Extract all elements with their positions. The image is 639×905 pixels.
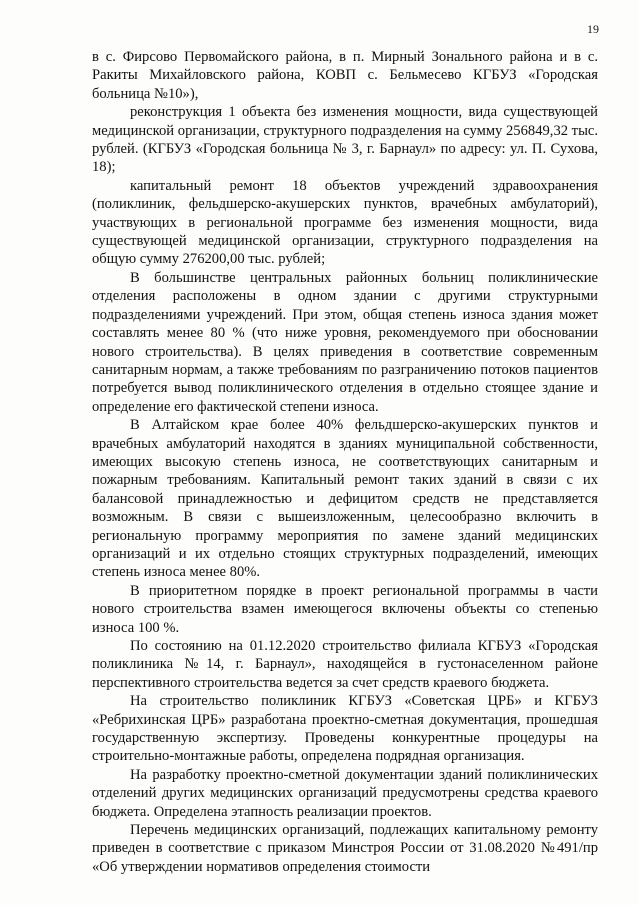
- body-text: [92, 48, 598, 876]
- paragraph-3: капитальный ремонт 18 объектов учреждений здравоохранения (поликлиник, фельдшерско-акушерских пунктов, врачебных амбулаторий), участвующих в региональной программе без изменения мощности, вида существующей медицинской организации, структурного подразделения на общую сумму 276200,00 тыс. рублей;: [92, 177, 598, 268]
- paragraph-9: На разработку проектно-сметной документации зданий поликлинических отделений других медицинских организаций предусмотрены средства краевого бюджета. Определена этапность реализации проектов.: [92, 766, 598, 820]
- paragraph-10: Перечень медицинских организаций, подлежащих капитальному ремонту приведен в соответствие с приказом Минстроя России от 31.08.2020 №491/пр «Об утверждении нормативов определения стоимости: [92, 822, 598, 875]
- paragraph-7: По состоянию на 01.12.2020 строительство филиала КГБУЗ «Городская поликлиника №14, г. Барнаул», находящейся в густонаселенном районе перспективного строительства ведется за счет средств краевого бюджета.: [92, 638, 598, 691]
- paragraph-8: На строительство поликлиник КГБУЗ «Советская ЦРБ» и КГБУЗ «Ребрихинская ЦРБ» разработана проектно-сметная документация, прошедшая государственную экспертизу. Проведены конкурентные процедуры на строительно-монтажные работы, определена подрядная организация.: [92, 693, 598, 765]
- page-number: 19: [587, 22, 599, 36]
- paragraph-6: В приоритетном порядке в проект региональной программы в части нового строительства взамен имеющегося включены объекты со степенью износа 100 %.: [92, 582, 598, 636]
- paragraph-4: В большинстве центральных районных больниц поликлинические отделения расположены в одном здании с другими структурными подразделениями учреждений. При этом, общая степень износа здания может составлять менее 80 % (что ниже уровня, рекомендуемого при обосновании нового строительства). В целях приведения в соответствие современным санитарным нормам, а также требованиям по разграничению потоков пациентов потребуется вывод поликлинического отделения в отдельно стоящее здание и определение его фактической степени износа.: [92, 269, 598, 415]
- paragraph-1: в с. Фирсово Первомайского района, в п. Мирный Зонального района и в с. Ракиты Михайловского района, КОВП с. Бельмесево КГБУЗ «Городская больница №10»),: [92, 49, 598, 102]
- paragraph-5: В Алтайском крае более 40% фельдшерско-акушерских пунктов и врачебных амбулаторий находятся в зданиях муниципальной собственности, имеющих высокую степень износа, не соответствующих санитарным и пожарным требованиям. Капитальный ремонт таких зданий в связи с их балансовой принадлежностью и дефицитом средств не представляется возможным. В связи с вышеизложенным, целесообразно включить в региональную программу мероприятия по замене зданий медицинских организаций и их отдельно стоящих структурных подразделений, имеющих степень износа менее 80%.: [92, 417, 598, 581]
- paragraph-2: реконструкция 1 объекта без изменения мощности, вида существующей медицинской организации, структурного подразделения на сумму 256849,32 тыс. рублей. (КГБУЗ «Городская больница № 3, г. Барнаул» по адресу: ул. П. Сухова, 18);: [92, 104, 598, 176]
